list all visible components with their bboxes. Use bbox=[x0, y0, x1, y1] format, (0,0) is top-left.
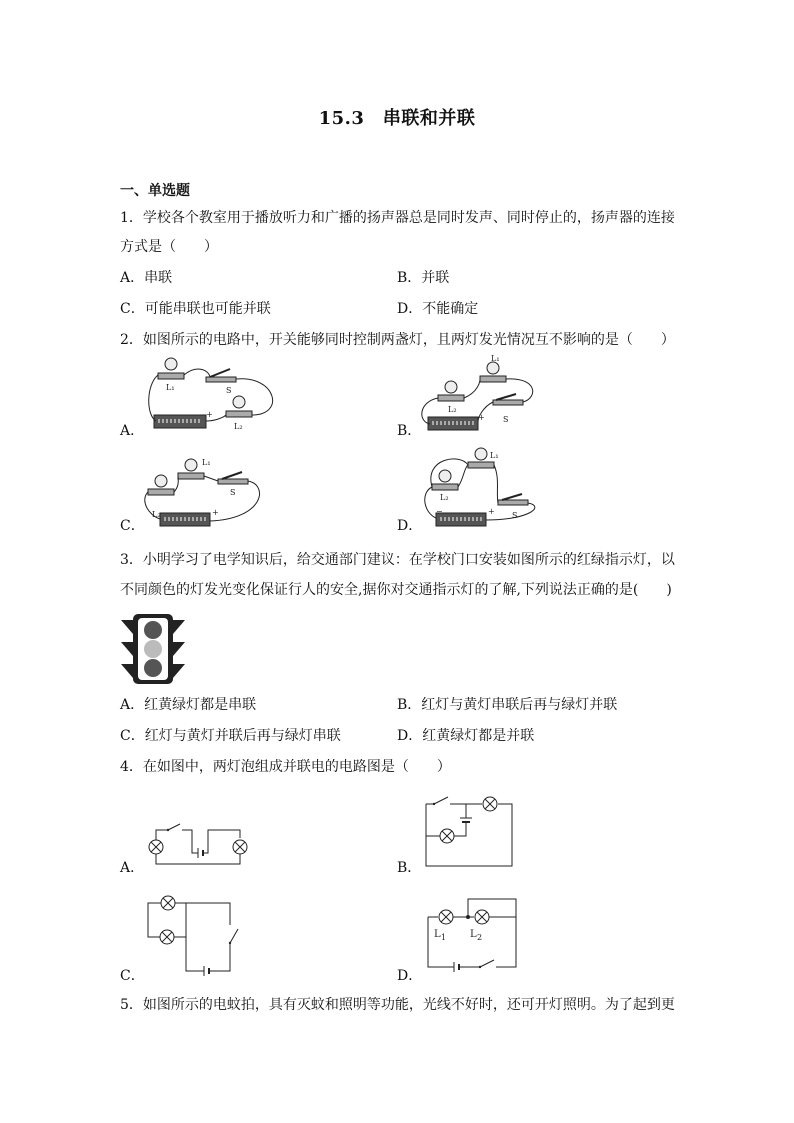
svg-text:L₂: L₂ bbox=[448, 405, 457, 414]
svg-text:1: 1 bbox=[441, 933, 447, 942]
red-lamp-icon bbox=[144, 621, 162, 639]
q2-figure-d bbox=[420, 448, 550, 533]
q1-stem-line2: 方式是（ ） bbox=[120, 239, 218, 255]
svg-text:L₂: L₂ bbox=[440, 493, 449, 502]
q1-option-b[interactable]: B．并联 bbox=[397, 270, 450, 286]
svg-text:−: − bbox=[436, 507, 443, 516]
visor-icon bbox=[173, 664, 185, 678]
bulb-icon bbox=[475, 448, 487, 460]
svg-text:+: + bbox=[478, 413, 485, 422]
q4-option-b-label[interactable]: B． bbox=[397, 860, 422, 876]
svg-text:S: S bbox=[226, 386, 232, 395]
bulb-icon bbox=[233, 396, 245, 408]
q3-stem-line1: 3．小明学习了电学知识后，给交通部门建议：在学校门口安装如图所示的红绿指示灯，以 bbox=[120, 552, 675, 568]
q2-option-b-label[interactable]: B． bbox=[397, 423, 422, 439]
visor-icon bbox=[121, 620, 133, 634]
svg-text:L: L bbox=[434, 929, 441, 940]
green-lamp-icon bbox=[144, 659, 162, 677]
q1-option-c[interactable]: C．可能串联也可能并联 bbox=[120, 301, 271, 317]
svg-text:L: L bbox=[470, 929, 477, 940]
q4-option-a-label[interactable]: A． bbox=[120, 860, 145, 876]
svg-text:S: S bbox=[503, 415, 509, 424]
q1-option-a[interactable]: A．串联 bbox=[120, 270, 173, 286]
q2-figure-c bbox=[144, 455, 284, 530]
q4-figure-a bbox=[146, 820, 256, 870]
q2-option-d-label[interactable]: D． bbox=[397, 518, 423, 534]
lamp-base-icon bbox=[480, 376, 506, 382]
q3-option-d[interactable]: D．红黄绿灯都是并联 bbox=[397, 728, 535, 744]
lamp-base-icon bbox=[226, 411, 252, 417]
yellow-lamp-icon bbox=[144, 640, 162, 658]
bulb-icon bbox=[155, 475, 167, 487]
q3-option-c[interactable]: C．红灯与黄灯并联后再与绿灯串联 bbox=[120, 728, 341, 744]
bulb-icon bbox=[185, 459, 197, 471]
q4-option-d-label[interactable]: D． bbox=[397, 968, 423, 984]
bulb-icon bbox=[445, 381, 457, 393]
svg-text:+: + bbox=[212, 508, 219, 517]
traffic-light-figure bbox=[121, 614, 185, 684]
svg-text:L₂: L₂ bbox=[152, 510, 161, 519]
q2-stem: 2．如图所示的电路中，开关能够同时控制两盏灯，且两灯发光情况互不影响的是（ ） bbox=[120, 332, 675, 348]
lamp-base-icon bbox=[432, 484, 458, 490]
section-heading: 一、单选题 bbox=[120, 183, 190, 199]
svg-text:L₁: L₁ bbox=[490, 451, 499, 460]
q3-option-a[interactable]: A．红黄绿灯都是串联 bbox=[120, 697, 257, 713]
q4-option-c-label[interactable]: C． bbox=[120, 968, 145, 984]
lamp-base-icon bbox=[178, 473, 204, 479]
q4-figure-c bbox=[144, 893, 244, 977]
bulb-icon bbox=[439, 470, 451, 482]
svg-text:L₁: L₁ bbox=[202, 458, 211, 467]
page-title: 15.3 串联和并联 bbox=[318, 108, 476, 129]
lamp-base-icon bbox=[468, 462, 494, 468]
q2-option-a-label[interactable]: A． bbox=[120, 423, 145, 439]
lamp-base-icon bbox=[438, 395, 464, 401]
q2-option-c-label[interactable]: C． bbox=[120, 518, 145, 534]
q5-stem: 5．如图所示的电蚊拍，具有灭蚊和照明等功能，光线不好时，还可开灯照明。为了起到更 bbox=[120, 997, 675, 1013]
q3-option-b[interactable]: B．红灯与黄灯串联后再与绿灯并联 bbox=[397, 697, 618, 713]
svg-text:+: + bbox=[488, 507, 495, 516]
q3-stem-line2: 不同颜色的灯发光变化保证行人的安全,据你对交通指示灯的了解,下列说法正确的是( ) bbox=[120, 582, 672, 598]
q2-figure-a bbox=[146, 355, 296, 440]
svg-text:S: S bbox=[230, 488, 236, 497]
visor-icon bbox=[121, 642, 133, 656]
lamp-base-icon bbox=[148, 489, 174, 495]
svg-text:L₂: L₂ bbox=[234, 422, 243, 431]
bulb-icon bbox=[487, 362, 499, 374]
q2-figure-b bbox=[418, 354, 558, 437]
bulb-icon bbox=[165, 358, 177, 370]
lamp-base-icon bbox=[158, 373, 184, 379]
svg-text:L₁: L₁ bbox=[491, 354, 500, 363]
q4-stem: 4．在如图中，两灯泡组成并联电的电路图是（ ） bbox=[120, 759, 451, 775]
svg-text:2: 2 bbox=[477, 933, 483, 942]
visor-icon bbox=[121, 664, 133, 678]
svg-text:L₁: L₁ bbox=[166, 383, 175, 392]
q4-figure-b bbox=[420, 790, 520, 870]
q1-option-d[interactable]: D．不能确定 bbox=[397, 301, 479, 317]
visor-icon bbox=[173, 620, 185, 634]
q4-figure-d bbox=[424, 895, 520, 975]
q1-stem-line1: 1．学校各个教室用于播放听力和广播的扬声器总是同时发声、同时停止的，扬声器的连接 bbox=[120, 210, 675, 226]
switch-icon bbox=[493, 400, 523, 405]
visor-icon bbox=[173, 642, 185, 656]
svg-text:S: S bbox=[512, 511, 518, 520]
svg-text:+: + bbox=[206, 410, 213, 419]
